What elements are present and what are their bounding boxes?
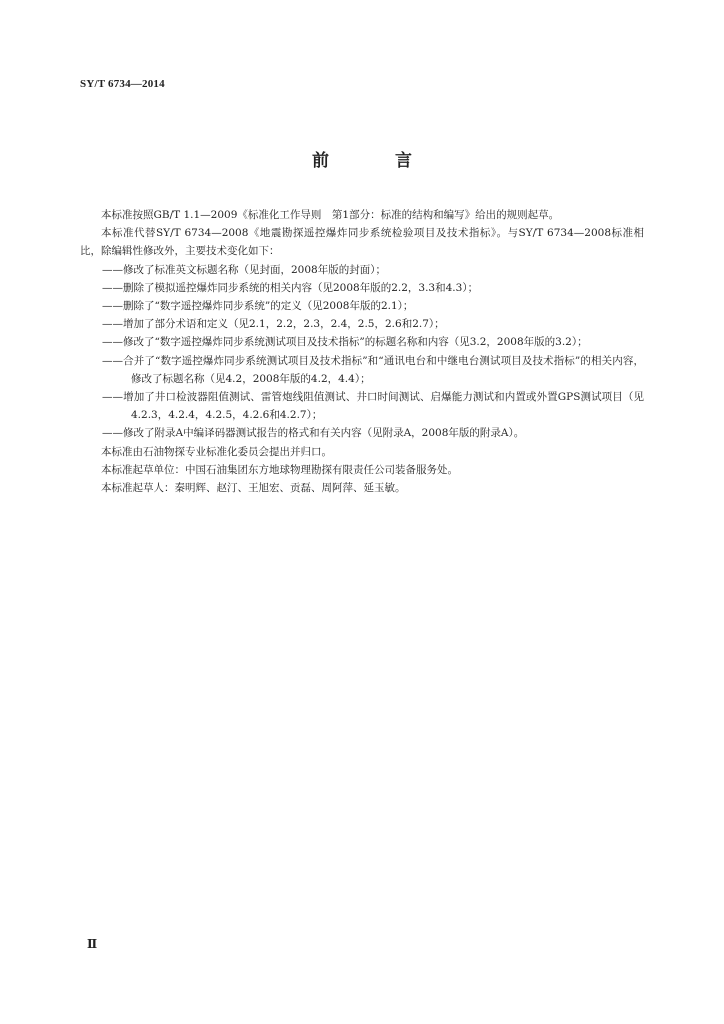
- change-item: ——删除了模拟遥控爆炸同步系统的相关内容（见2008年版的2.2，3.3和4.3）；: [102, 281, 479, 294]
- change-item: ——修改了标准英文标题名称（见封面，2008年版的封面）；: [102, 263, 386, 276]
- change-item: ——增加了井口检波器阻值测试、雷管炮线阻值测试、井口时间测试、启爆能力测试和内置或外置GPS测试项目（见4.2.3，4.2.4，4.2.5，4.2.6和4.2.7）；: [102, 391, 644, 422]
- change-item: ——修改了“数字遥控爆炸同步系统测试项目及技术指标”的标题名称和内容（见3.2，2008年版的3.2）；: [102, 336, 588, 349]
- paragraph-drafters: 本标准起草人：秦明辉、赵汀、王旭宏、贡磊、周阿萍、延玉敏。: [101, 482, 406, 495]
- change-item: ——删除了“数字遥控爆炸同步系统”的定义（见2008年版的2.1）；: [102, 300, 414, 313]
- foreword-body: [80, 206, 644, 497]
- standard-code-header: SY/T 6734—2014: [80, 78, 165, 90]
- page-title: 前 言: [312, 151, 442, 171]
- paragraph-drafting-rules: 本标准按照GB/T 1.1—2009《标准化工作导则 第1部分：标准的结构和编写》给出的规则起草。: [101, 209, 560, 221]
- page-number: Ⅱ: [87, 937, 98, 951]
- paragraph-replacement: 本标准代替SY/T 6734—2008《地震勘探遥控爆炸同步系统检验项目及技术指标》。与SY/T 6734—2008标准相比，除编辑性修改外，主要技术变化如下：: [80, 227, 644, 258]
- paragraph-drafting-organization: 本标准起草单位：中国石油集团东方地球物理勘探有限责任公司装备服务处。: [101, 463, 458, 476]
- change-item: ——增加了部分术语和定义（见2.1，2.2，2.3，2.4，2.5，2.6和2.7）；: [102, 318, 445, 331]
- paragraph-proposed-by: 本标准由石油物探专业标准化委员会提出并归口。: [101, 445, 332, 458]
- change-item: ——修改了附录A中编译码器测试报告的格式和有关内容（见附录A，2008年版的附录A）。: [102, 427, 525, 440]
- change-item: ——合并了“数字遥控爆炸同步系统测试项目及技术指标”和“通讯电台和中继电台测试项目及技术指标”的相关内容，修改了标题名称（见4.2，2008年版的4.2，4.4）；: [102, 354, 644, 385]
